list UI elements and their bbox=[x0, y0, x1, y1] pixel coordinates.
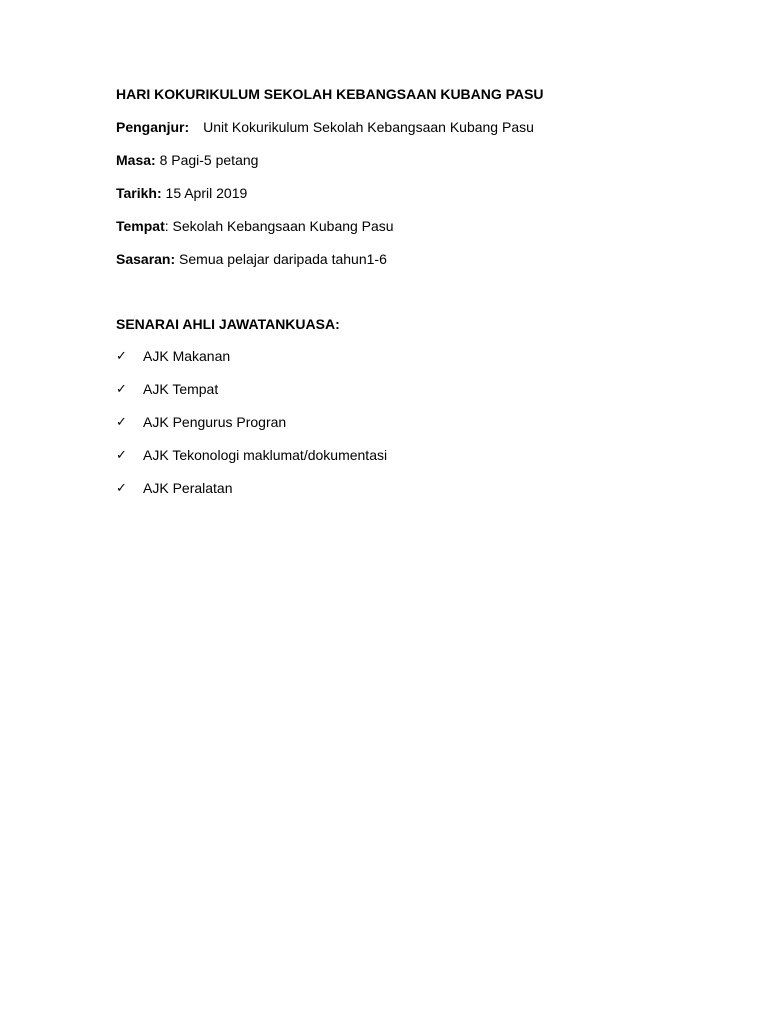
document-title: HARI KOKURIKULUM SEKOLAH KEBANGSAAN KUBANG PASU bbox=[116, 86, 544, 102]
list-item-label: AJK Tempat bbox=[143, 381, 219, 397]
field-penganjur bbox=[116, 119, 534, 135]
checkmark-icon: ✓ bbox=[116, 348, 127, 363]
field-label: Sasaran: bbox=[116, 251, 176, 267]
list-item-label: AJK Makanan bbox=[143, 348, 231, 364]
field-tempat bbox=[116, 218, 394, 234]
field-value: Unit Kokurikulum Sekolah Kebangsaan Kubang Pasu bbox=[203, 119, 534, 135]
field-value: Semua pelajar daripada tahun1-6 bbox=[175, 251, 387, 267]
field-value: : Sekolah Kebangsaan Kubang Pasu bbox=[164, 218, 394, 234]
field-label: Masa: bbox=[116, 152, 156, 168]
checkmark-icon: ✓ bbox=[116, 381, 127, 396]
field-label: Tarikh: bbox=[116, 185, 162, 201]
list-item-label: AJK Peralatan bbox=[143, 480, 233, 496]
checkmark-icon: ✓ bbox=[116, 480, 127, 495]
field-value: 8 Pagi-5 petang bbox=[155, 152, 259, 168]
list-item-label: AJK Pengurus Progran bbox=[143, 414, 287, 430]
field-label: Tempat bbox=[116, 218, 165, 234]
list-item-label: AJK Tekonologi maklumat/dokumentasi bbox=[143, 447, 388, 463]
committee-heading: SENARAI AHLI JAWATANKUASA: bbox=[116, 316, 340, 332]
checkmark-icon: ✓ bbox=[116, 414, 127, 429]
field-sasaran bbox=[116, 251, 387, 267]
field-tarikh bbox=[116, 185, 247, 201]
field-value: 15 April 2019 bbox=[161, 185, 248, 201]
field-masa bbox=[116, 152, 258, 168]
field-label: Penganjur: bbox=[116, 119, 190, 135]
checkmark-icon: ✓ bbox=[116, 447, 127, 462]
